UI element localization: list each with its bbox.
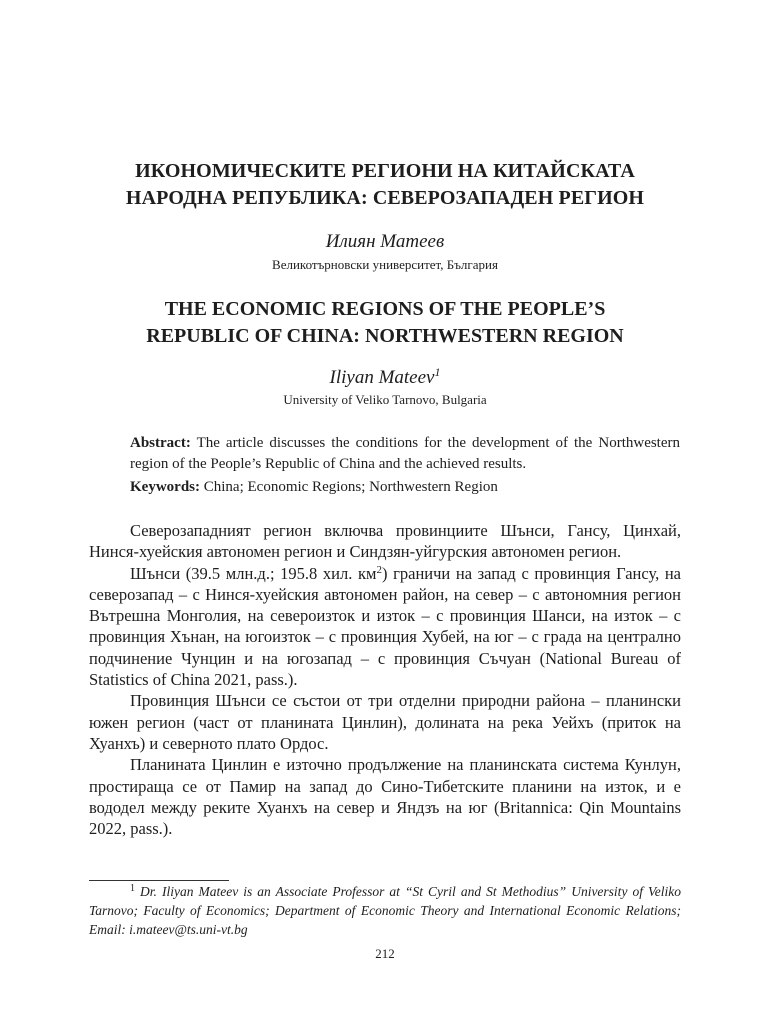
title-english <box>89 296 681 350</box>
paragraph-4: Планината Цинлин е източно продължение на планинската система Кунлун, простираща се от Памир на запад до Сино-Тибетските планини на изток, и е вододел между реките Хуанхъ на север и Яндзъ на юг (Britannica: Qin Mountains 2022, pass.). <box>89 755 681 839</box>
affiliation-english: University of Veliko Tarnovo, Bulgaria <box>283 392 487 407</box>
abstract-label: Abstract: <box>130 435 191 451</box>
keywords <box>130 477 680 498</box>
body-text <box>89 520 681 839</box>
author-bulgarian: Илиян Матеев <box>325 231 445 252</box>
paragraph-2-end: ) граничи на запад с провинция Гансу, на северозапад – с Нинся-хуейския автономен район, на север – с автономния регион Вътрешна Монголия, на североизток и изток – с провинция Шанси, на изток – с провинция Хънан, на югоизток – с провинция Хубей, на юг – с града на централно подчинение Чунцин и на югозапад – с провинция Съчуан (National Bureau of Statistics of China 2021, pass.). <box>89 563 681 690</box>
paragraph-2-start: Шънси (39.5 млн.д.; 195.8 хил. км <box>130 563 377 583</box>
superscript-2: 2 <box>376 563 382 576</box>
abstract-text: The article discusses the conditions for the development of the Northwestern region of the People’s Republic of China and the achieved results. <box>130 435 681 472</box>
title-bulgarian-line-1: ИКОНОМИЧЕСКИТЕ РЕГИОНИ НА КИТАЙСКАТА <box>135 160 635 182</box>
paragraph-3: Провинция Шънси се състои от три отделни природни района – планински южен регион (част от планината Цинлин), долината на река Уейхъ (приток на Хуанхъ) и северното плато Ордос. <box>89 691 681 753</box>
page-number: 212 <box>375 946 395 961</box>
title-bulgarian-line-2: НАРОДНА РЕПУБЛИКА: СЕВЕРОЗАПАДЕН РЕГИОН <box>125 187 645 209</box>
affiliation-bulgarian: Великотърновски университет, България <box>272 257 498 272</box>
author-english-name: Iliyan Mateev <box>329 367 435 388</box>
keywords-label: Keywords: <box>130 479 200 495</box>
paragraph-2 <box>89 563 681 691</box>
footnote-mark: 1 <box>130 883 135 894</box>
title-english-line-2: REPUBLIC OF CHINA: NORTHWESTERN REGION <box>146 325 624 347</box>
paragraph-1: Северозападният регион включва провинциите Шънси, Гансу, Цинхай, Нинся-хуейския автономен регион и Синдзян-уйгурския автономен регион. <box>89 521 681 562</box>
keywords-text: China; Economic Regions; Northwestern Region <box>203 479 498 495</box>
footnote-separator <box>89 880 229 881</box>
title-english-line-1: THE ECONOMIC REGIONS OF THE PEOPLE’S <box>164 298 606 320</box>
footnote-text: Dr. Iliyan Mateev is an Associate Professor at “St Cyril and St Methodius” University of Veliko Tarnovo; Faculty of Economics; Department of Economic Theory and International Economic Relations; Email: i.mateev@ts.uni-vt.bg <box>89 884 681 937</box>
author-english <box>89 366 681 390</box>
footnote <box>89 882 681 939</box>
title-bulgarian <box>89 158 681 212</box>
abstract <box>130 433 680 475</box>
author-footnote-mark: 1 <box>434 365 441 379</box>
